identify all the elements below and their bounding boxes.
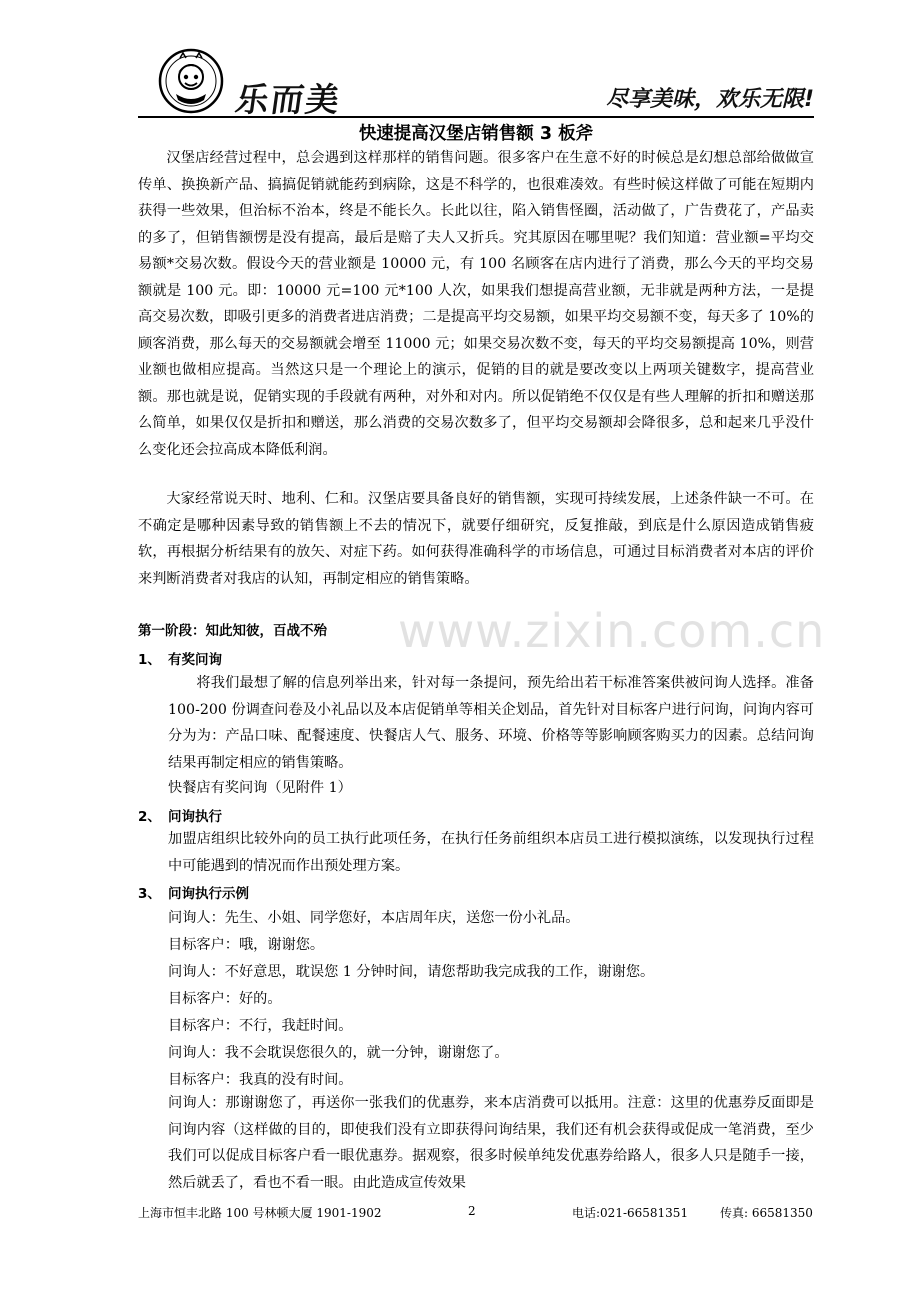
dialogue-line: 问询人：我不会耽误您很久的，就一分钟，谢谢您了。 <box>168 1045 509 1061</box>
brand-name: 乐而美 <box>232 80 344 119</box>
dialogue-line: 目标客户：哦，谢谢您。 <box>168 937 325 953</box>
intro-paragraph-1: 汉堡店经营过程中，总会遇到这样那样的销售问题。很多客户在生意不好的时候总是幻想总部给做做宣传单、换换新产品、搞搞促销就能药到病除，这是不科学的，也很难凑效。有些时候这样做了可能在短期内获得一些效果，但治标不治本，终是不能长久。长此以往，陷入销售怪圈，活动做了，广告费花了，产品卖的多了，但销售额愣是没有提高，最后是赔了夫人又折兵。究其原因在哪里呢？我们知道：营业额=平均交易额*交易次数。假设今天的营业额是 10000 元，有 100 名顾客在店内进行了消费，那么今天的平均交易额就是 100 元。即：10000 元=100 元*100 人次，如果我们想提高营业额，无非就是两种方法，一是提高交易次数，即吸引更多的消费者进店消费；二是提高平均交易额，如果平均交易额不变，每天多了 10%的顾客消费，那么每天的交易额就会增至 11000 元；如果交易次数不变，每天的平均交易额提高 10%，则营业额也做相应提高。当然这只是一个理论上的演示，促销的目的就是要改变以上两项关键数字，提高营业额。那也就是说，促销实现的手段就有两种，对外和对内。所以促销绝不仅仅是有些人理解的折扣和赠送那么简单，如果仅仅是折扣和赠送，那么消费的交易次数多了，但平均交易额却会降很多，总和起来几乎没什么变化还会拉高成本降低利润。 <box>138 150 814 458</box>
dialogue-line: 目标客户：不行，我赶时间。 <box>168 1018 353 1034</box>
footer-phone: 电话:021-66581351 <box>572 1206 689 1220</box>
page-number: 2 <box>468 1204 476 1218</box>
watermark: www.zixin.com.cn <box>398 604 826 658</box>
item-title: 问询执行示例 <box>168 886 249 902</box>
item-title: 问询执行 <box>168 809 222 825</box>
dialogue-line: 目标客户：好的。 <box>168 991 282 1007</box>
footer-address: 上海市恒丰北路 100 号林顿大厦 1901-1902 <box>138 1206 382 1220</box>
item-1-paragraph: 将我们最想了解的信息列举出来，针对每一条提问，预先给出若干标准答案供被问询人选择。准备 100-200 份调查问卷及小礼品以及本店促销单等相关企划品，首先针对目标客户进行问询，问询内容可分为为：产品口味、配餐速度、快餐店人气、服务、环境、价格等等影响顾客购买力的因素。总结问询结果再制定相应的销售策略。 <box>168 675 814 771</box>
page-header <box>138 38 814 118</box>
item-3-heading <box>138 882 249 902</box>
mascot-logo-icon <box>158 48 224 114</box>
document-title: 快速提高汉堡店销售额 3 板斧 <box>358 124 594 144</box>
stage-1-heading: 第一阶段：知此知彼，百战不殆 <box>138 623 327 639</box>
footer-fax: 传真: 66581350 <box>720 1206 813 1220</box>
dialogue-line: 目标客户：我真的没有时间。 <box>168 1072 353 1088</box>
dialogue-line: 问询人：先生、小姐、同学您好，本店周年庆，送您一份小礼品。 <box>168 910 580 926</box>
header-divider <box>138 116 814 118</box>
item-number: 2、 <box>138 809 161 825</box>
dialogue-line: 问询人：不好意思，耽误您 1 分钟时间，请您帮助我完成我的工作，谢谢您。 <box>168 964 655 980</box>
item-2-paragraph: 加盟店组织比较外向的员工执行此项任务，在执行任务前组织本店员工进行模拟演练，以发现执行过程中可能遇到的情况而作出预处理方案。 <box>168 831 814 874</box>
dialogue-final-paragraph: 问询人：那谢谢您了，再送你一张我们的优惠券，来本店消费可以抵用。注意：这里的优惠券反面即是问询内容（这样做的目的，即使我们没有立即获得问询结果，我们还有机会获得或促成一笔消费，至少我们可以促成目标客户看一眼优惠券。据观察，很多时候单纯发优惠券给路人，很多人只是随手一接，然后就丢了，看也不看一眼。由此造成宣传效果 <box>168 1095 814 1191</box>
item-1-note: 快餐店有奖问询（见附件 1） <box>168 780 352 796</box>
brand-slogan: 尽享美味，欢乐无限! <box>605 87 814 112</box>
item-2-heading <box>138 805 222 825</box>
intro-paragraph-2: 大家经常说天时、地利、仁和。汉堡店要具备良好的销售额，实现可持续发展，上述条件缺一不可。在不确定是哪种因素导致的销售额上不去的情况下，就要仔细研究，反复推敲，到底是什么原因造成销售疲软，再根据分析结果有的放矢、对症下药。如何获得准确科学的市场信息，可通过目标消费者对本店的评价来判断消费者对我店的认知，再制定相应的销售策略。 <box>138 491 814 587</box>
item-title: 有奖问询 <box>168 652 222 668</box>
item-number: 1、 <box>138 652 161 668</box>
item-number: 3、 <box>138 886 161 902</box>
item-1-heading <box>138 648 222 668</box>
